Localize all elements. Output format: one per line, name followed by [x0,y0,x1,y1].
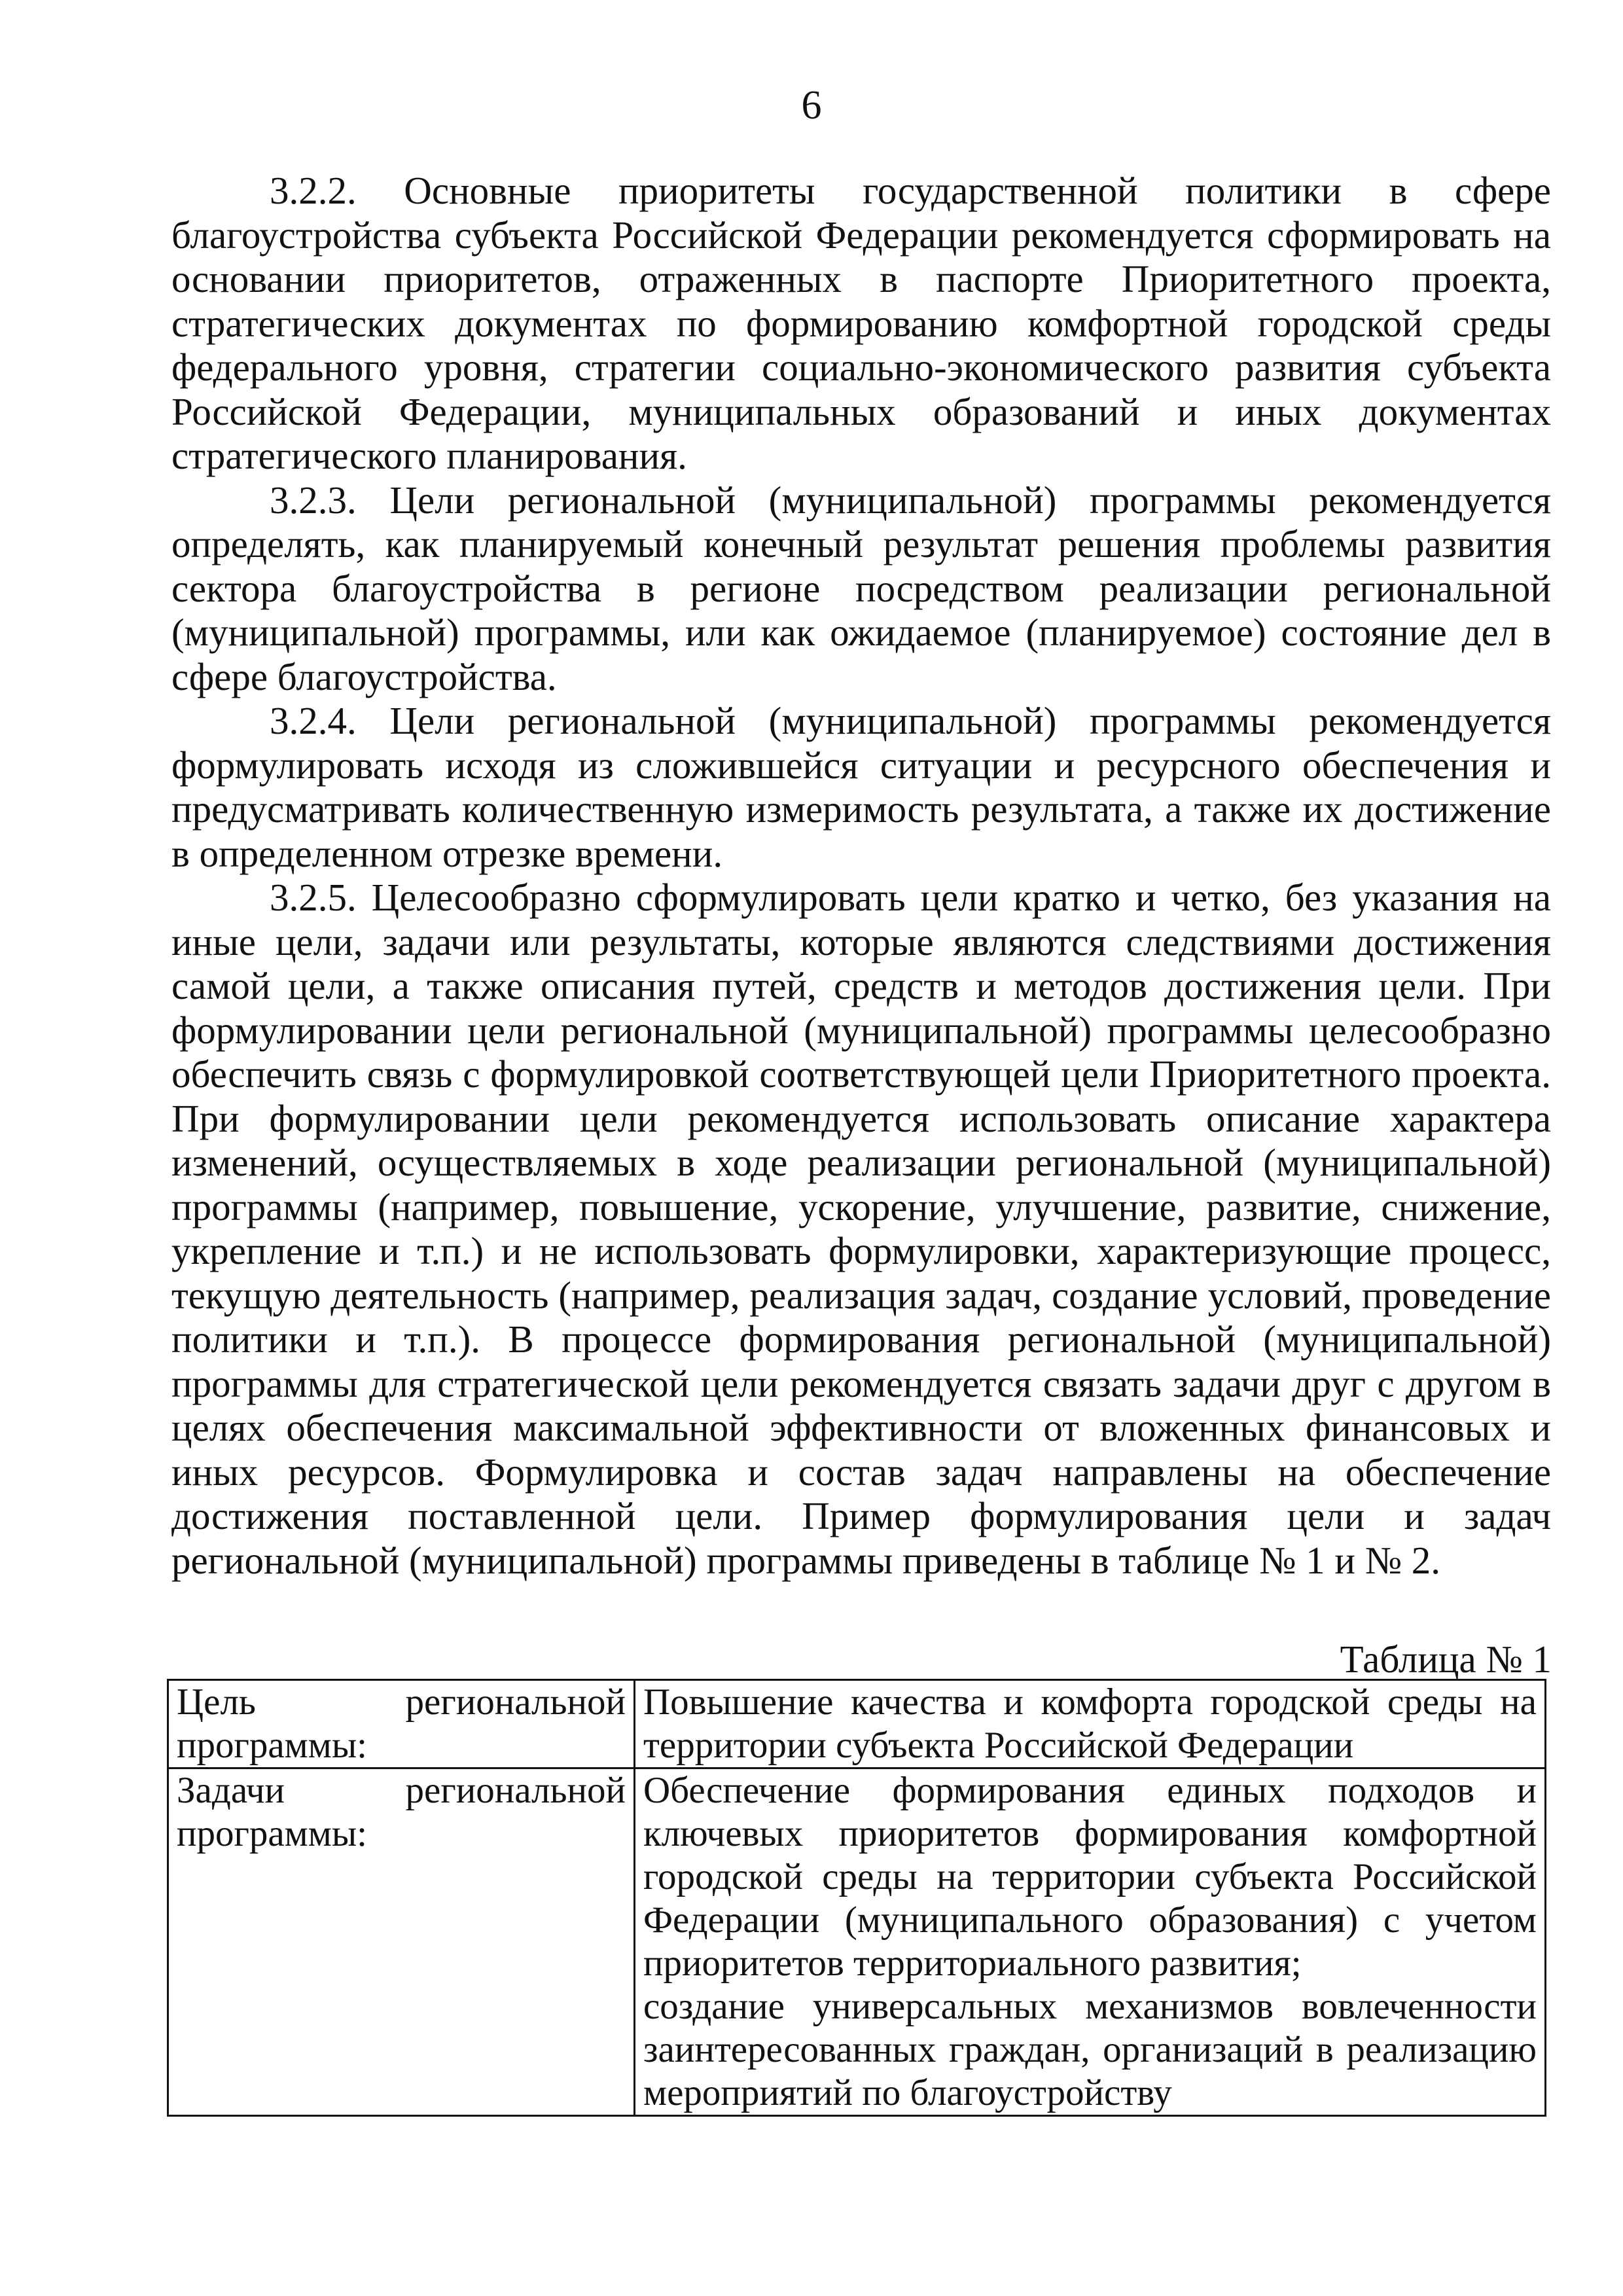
tasks-label: Задачи региональной программы: [177,1770,626,1854]
tasks-label-cell [168,1768,635,2116]
paragraph-3-2-4: 3.2.4. Цели региональной (муниципальной) программы рекомендуется формулировать исходя из сложившейся ситуации и ресурсного обеспечения и предусматривать количественную измеримость результата, а также их достижение в определенном отрезке времени. [171,699,1551,875]
goal-label: Цель региональной программы: [177,1681,626,1766]
goal-value-cell [635,1680,1546,1768]
table-row-goal [168,1680,1546,1768]
goal-label-cell [168,1680,635,1768]
paragraph-3-2-3: 3.2.3. Цели региональной (муниципальной) программы рекомендуется определять, как планируемый конечный результат решения проблемы развития сектора благоустройства в регионе посредством реализации региональной (муниципальной) программы, или как ожидаемое (планируемое) состояние дел в сфере благоустройства. [171,478,1551,698]
goal-value: Повышение качества и комфорта городской среды на территории субъекта Российской Федерации [643,1681,1537,1766]
paragraph-3-2-5: 3.2.5. Целесообразно сформулировать цели кратко и четко, без указания на иные цели, задачи или результаты, которые являются следствиями достижения самой цели, а также описания путей, средств и методов достижения цели. При формулировании цели региональной (муниципальной) программы целесообразно обеспечить связь с формулировкой соответствующей цели Приоритетного проекта. При формулировании цели рекомендуется использовать описание характера изменений, осуществляемых в ходе реализации региональной (муниципальной) программы (например, повышение, ускорение, улучшение, развитие, снижение, укрепление и т.п.) и не использовать формулировки, характеризующие процесс, текущую деятельность (например, реализация задач, создание условий, проведение политики и т.п.). В процессе формирования региональной (муниципальной) программы для стратегической цели рекомендуется связать задачи друг с другом в целях обеспечения максимальной эффективности от вложенных финансовых и иных ресурсов. Формулировка и состав задач направлены на обеспечение достижения поставленной цели. Пример формулирования цели и задач региональной (муниципальной) программы приведены в таблице № 1 и № 2. [171,876,1551,1582]
tasks-value-cell [635,1768,1546,2116]
document-body [171,169,1551,1583]
page-number: 6 [801,83,822,128]
table-caption: Таблица № 1 [1340,1638,1552,1681]
table-row-tasks [168,1768,1546,2116]
task-item-2: создание универсальных механизмов вовлеченности заинтересованных граждан, организаций в реализацию мероприятий по благоустройству [643,1986,1537,2113]
paragraph-3-2-2: 3.2.2. Основные приоритеты государственной политики в сфере благоустройства субъекта Российской Федерации рекомендуется сформировать на основании приоритетов, отраженных в паспорте Приоритетного проекта, стратегических документах по формированию комфортной городской среды федерального уровня, стратегии социально-экономического развития субъекта Российской Федерации, муниципальных образований и иных документах стратегического планирования. [171,169,1551,477]
goals-table [167,1679,1546,2117]
task-item-1: Обеспечение формирования единых подходов и ключевых приоритетов формирования комфортной городской среды на территории субъекта Российской Федерации (муниципального образования) с учетом приоритетов территориального развития; [643,1770,1537,1984]
